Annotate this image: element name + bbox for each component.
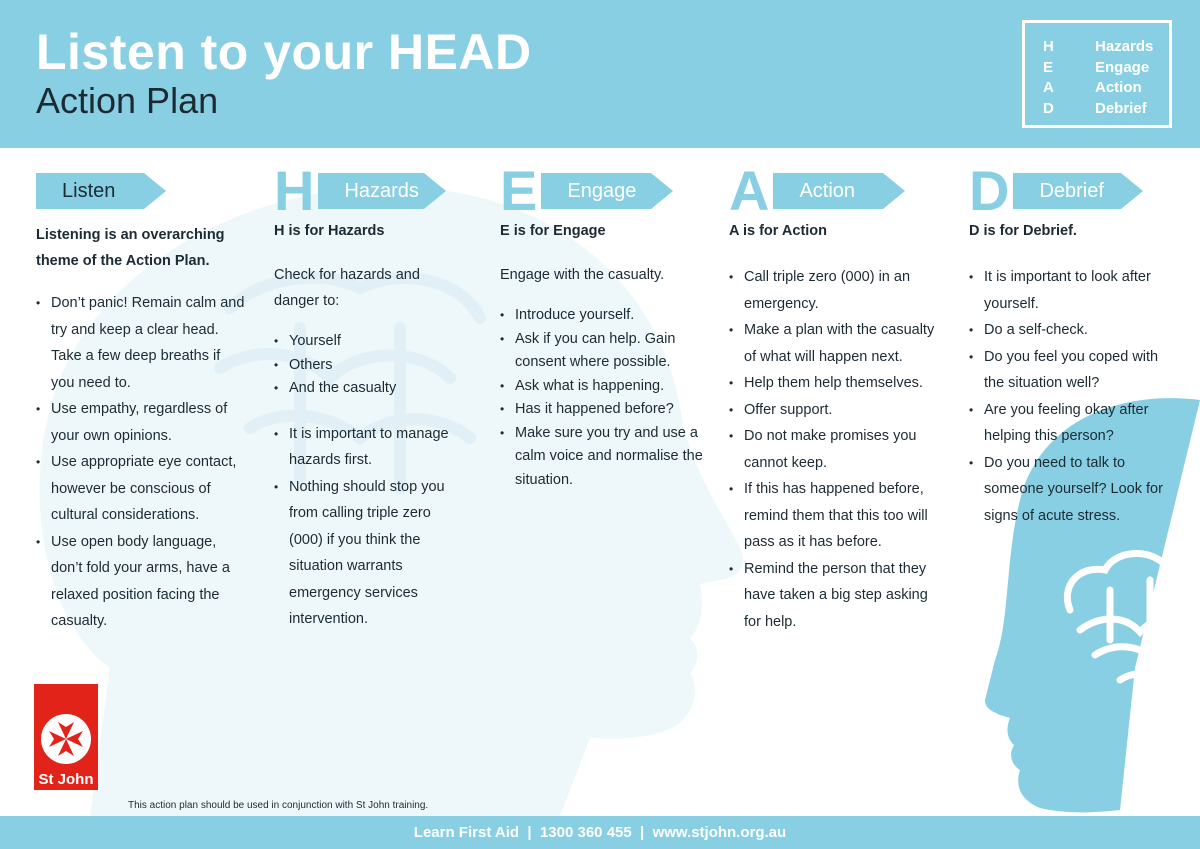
footer-contact-bar: Learn First Aid | 1300 360 455 | www.stjohn.org.au: [0, 816, 1200, 849]
action-heading: A is for Action: [729, 223, 828, 239]
page-title: Listen to your HEAD: [36, 24, 532, 80]
engage-banner-row: [500, 159, 710, 222]
engage-intro: Engage with the casualty.: [500, 267, 665, 283]
listen-banner-row: [36, 168, 246, 214]
hazards-intro: Check for hazards and danger to:: [274, 267, 420, 309]
list-item: • It is important to manage hazards first.: [274, 421, 466, 474]
column-engage: [500, 159, 710, 492]
logo-text: St John: [38, 771, 94, 788]
action-banner-row: [729, 159, 941, 222]
page-subtitle: Action Plan: [36, 80, 219, 121]
engage-banner: Engage: [541, 173, 651, 209]
column-debrief: [969, 159, 1177, 529]
list-item: • Use appropriate eye contact, however be conscious of cultural considerations.: [36, 449, 246, 529]
hazards-heading: H is for Hazards: [274, 223, 385, 239]
debrief-banner: Debrief: [1013, 173, 1121, 209]
list-item: • Introduce yourself.: [500, 304, 708, 328]
list-item: • It is important to look after yourself.: [969, 264, 1174, 317]
listen-bullet-list: [36, 290, 246, 635]
column-action: [729, 159, 941, 635]
list-item: • Do you need to talk to someone yourself? Look for signs of acute stress.: [969, 450, 1174, 530]
debrief-big-letter: D: [969, 159, 1010, 222]
hazards-banner: Hazards: [318, 173, 424, 209]
list-item: • Others: [274, 354, 474, 378]
list-item: • Remind the person that they have taken a big step asking for help.: [729, 556, 939, 636]
hazards-list-1: [274, 330, 474, 401]
listen-banner: Listen: [36, 173, 144, 209]
debrief-bullet-list: [969, 264, 1174, 529]
disclaimer-text: This action plan should be used in conjunction with St John training.: [128, 800, 429, 811]
list-item: • Has it happened before?: [500, 398, 708, 422]
engage-big-letter: E: [500, 159, 538, 222]
list-item: • Do a self-check.: [969, 317, 1174, 344]
list-item: • Make sure you try and use a calm voice and normalise the situation.: [500, 422, 708, 493]
legend-row-d: D Debrief: [1043, 99, 1147, 117]
legend-row-e: E Engage: [1043, 58, 1150, 76]
st-john-logo: [34, 684, 98, 790]
engage-bullet-list: [500, 304, 708, 492]
engage-heading: E is for Engage: [500, 223, 606, 239]
header-band: [0, 0, 1200, 148]
hazards-list-2: [274, 421, 466, 633]
action-bullet-list: [729, 264, 939, 635]
column-listen: [36, 168, 246, 635]
action-big-letter: A: [729, 159, 770, 222]
list-item: • Are you feeling okay after helping this person?: [969, 397, 1159, 450]
hazards-banner-row: [274, 159, 474, 222]
list-item: • Nothing should stop you from calling triple zero (000) if you think the situation warrants emergency services intervention.: [274, 474, 449, 633]
list-item: • If this has happened before, remind them that this too will pass as it has before.: [729, 476, 939, 556]
maltese-cross-icon: [46, 719, 86, 759]
list-item: • Do you feel you coped with the situation well?: [969, 344, 1174, 397]
list-item: • Use open body language, don’t fold your arms, have a relaxed position facing the casualty.: [36, 529, 246, 635]
head-legend-box: [1022, 20, 1172, 128]
debrief-heading: D is for Debrief.: [969, 223, 1077, 239]
column-hazards: [274, 159, 474, 633]
list-item: • Do not make promises you cannot keep.: [729, 423, 929, 476]
list-item: • Offer support.: [729, 397, 939, 424]
list-item: • Use empathy, regardless of your own opinions.: [36, 396, 246, 449]
legend-row-h: H Hazards: [1043, 38, 1154, 55]
action-banner: Action: [773, 173, 883, 209]
list-item: • Ask what is happening.: [500, 375, 708, 399]
list-item: • Ask if you can help. Gain consent where possible.: [500, 328, 708, 375]
list-item: • And the casualty: [274, 377, 474, 401]
list-item: • Make a plan with the casualty of what will happen next.: [729, 317, 939, 370]
list-item: • Help them help themselves.: [729, 370, 939, 397]
legend-row-a: A Action: [1043, 79, 1142, 96]
listen-heading: Listening is an overarching theme of the Action Plan.: [36, 227, 225, 269]
list-item: • Don’t panic! Remain calm and try and keep a clear head. Take a few deep breaths if you need to.: [36, 290, 246, 396]
list-item: • Call triple zero (000) in an emergency.: [729, 264, 919, 317]
list-item: • Yourself: [274, 330, 474, 354]
debrief-banner-row: [969, 159, 1177, 222]
hazards-big-letter: H: [274, 159, 315, 222]
